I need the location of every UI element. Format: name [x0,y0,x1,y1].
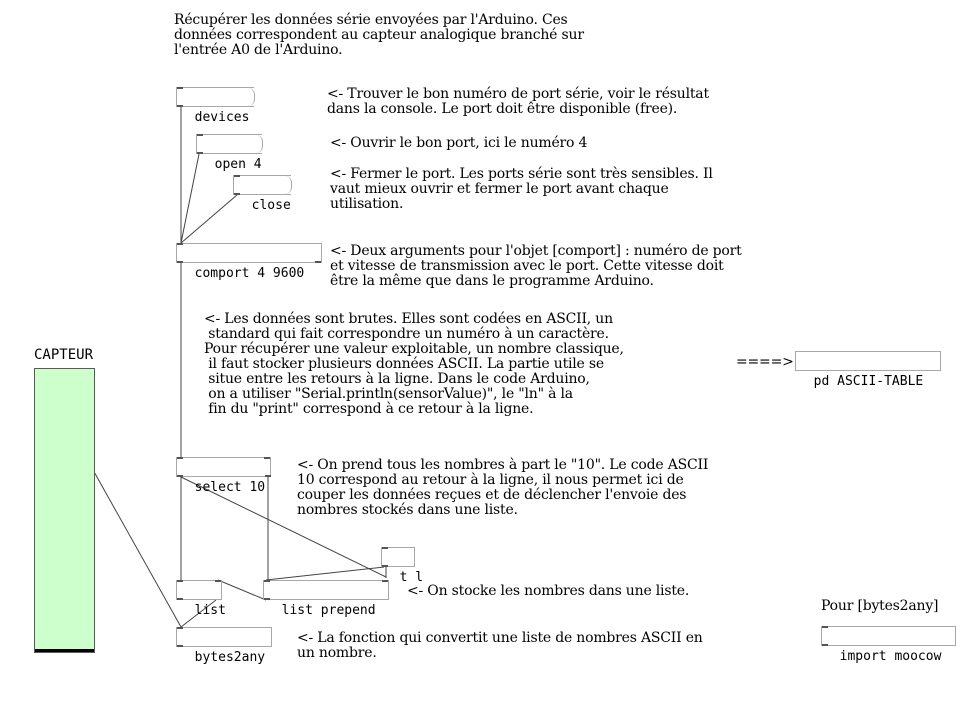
import-outlet[interactable] [822,644,828,646]
capteur-slider[interactable] [34,368,95,653]
open-message[interactable] [196,134,262,172]
list-inlet-right[interactable] [215,580,221,582]
close-comment: <- Fermer le port. Les ports série sont très sensibles. Il vaut mieux ouvrir et fermer le port avant chaque utilisation. [330,166,713,212]
trigger-object[interactable] [381,547,424,585]
open-outlet[interactable] [197,152,203,154]
capteur-slider-knob[interactable] [35,649,94,652]
bytes2any-label: bytes2any [194,650,266,665]
trigger-label: t l [399,570,424,585]
list-prepend-label: list prepend [281,603,376,618]
list-prepend-inlet-left[interactable] [264,580,270,582]
devices-outlet[interactable] [177,105,183,107]
capteur-label: CAPTEUR [34,347,94,363]
pd-ascii-table-object[interactable] [795,351,941,389]
trigger-inlet[interactable] [382,547,388,549]
comport-label: comport 4 9600 [194,266,305,281]
select-object[interactable] [176,457,271,495]
comport-inlet[interactable] [177,243,183,245]
comport-outlet-left[interactable] [177,261,183,263]
open-label: open 4 [214,157,262,172]
devices-message[interactable] [176,87,254,125]
list-prepend-object[interactable] [263,580,389,618]
select-inlet-right[interactable] [264,457,270,459]
comport-outlet-right[interactable] [315,261,321,263]
header-comment: Récupérer les données série envoyées par l'Arduino. Ces données correspondent au capteur analogique branché sur l'entrée A0 de l'Arduino. [174,12,584,58]
cord-trigger-prepend [266,567,384,580]
bytes2any-outlet[interactable] [177,645,183,647]
close-outlet[interactable] [234,193,240,195]
trigger-outlet[interactable] [382,565,388,567]
devices-label: devices [194,110,250,125]
close-label: close [251,198,291,213]
devices-comment: <- Trouver le bon numéro de port série, voir le résultat dans la console. Le port doit être disponible (free). [327,86,709,117]
import-inlet[interactable] [822,626,828,628]
pour-comment: Pour [bytes2any] [821,598,939,614]
list-label: list [194,603,226,618]
import-moocow-object[interactable] [821,626,956,664]
import-moocow-label: import moocow [839,649,942,664]
devices-inlet[interactable] [177,87,183,89]
close-inlet[interactable] [234,175,240,177]
bytes2any-object[interactable] [176,627,272,665]
close-message[interactable] [233,175,291,213]
list-inlet-left[interactable] [177,580,183,582]
list-prepend-inlet-right[interactable] [382,580,388,582]
pd-ascii-table-label: pd ASCII-TABLE [813,374,924,389]
bytes2any-comment: <- La fonction qui convertit une liste de nombres ASCII en un nombre. [297,630,703,661]
list-outlet[interactable] [177,598,183,600]
select-comment: <- On prend tous les nombres à part le "10". Le code ASCII 10 correspond au retour à la ligne, il nous permet ici de couper les données reçues et de déclencher l'envoie des nombres stockés dans une liste. [297,457,709,518]
open-comment: <- Ouvrir le bon port, ici le numéro 4 [330,135,588,151]
list-prepend-outlet[interactable] [264,598,270,600]
ascii-comment: <- Les données sont brutes. Elles sont codées en ASCII, un standard qui fait correspondre un numéro à un caractère. Pour récupérer une valeur exploitable, un nombre classique, il faut stocker plusieurs données ASCII. La partie utile se situe entre les retours à la ligne. Dans le code Arduino, on a utiliser "Serial.println(sensorValue)", le "ln" à la fin du "print" correspond à ce retour à la ligne. [204,311,624,417]
arrow-comment: ====> [736,354,794,370]
comport-comment: <- Deux arguments pour l'objet [comport] : numéro de port et vitesse de transmission avec le port. Cette vitesse doit être la même que dans le programme Arduino. [330,243,742,289]
select-inlet-left[interactable] [177,457,183,459]
select-label: select 10 [194,480,266,495]
cord-prepend-list [218,580,266,600]
list-object[interactable] [176,580,226,618]
list-comment: <- On stocke les nombres dans une liste. [407,583,690,599]
select-outlet-right[interactable] [265,475,271,477]
bytes2any-inlet[interactable] [177,627,183,629]
select-outlet-left[interactable] [177,475,183,477]
open-inlet[interactable] [197,134,203,136]
comport-object[interactable] [176,243,322,281]
